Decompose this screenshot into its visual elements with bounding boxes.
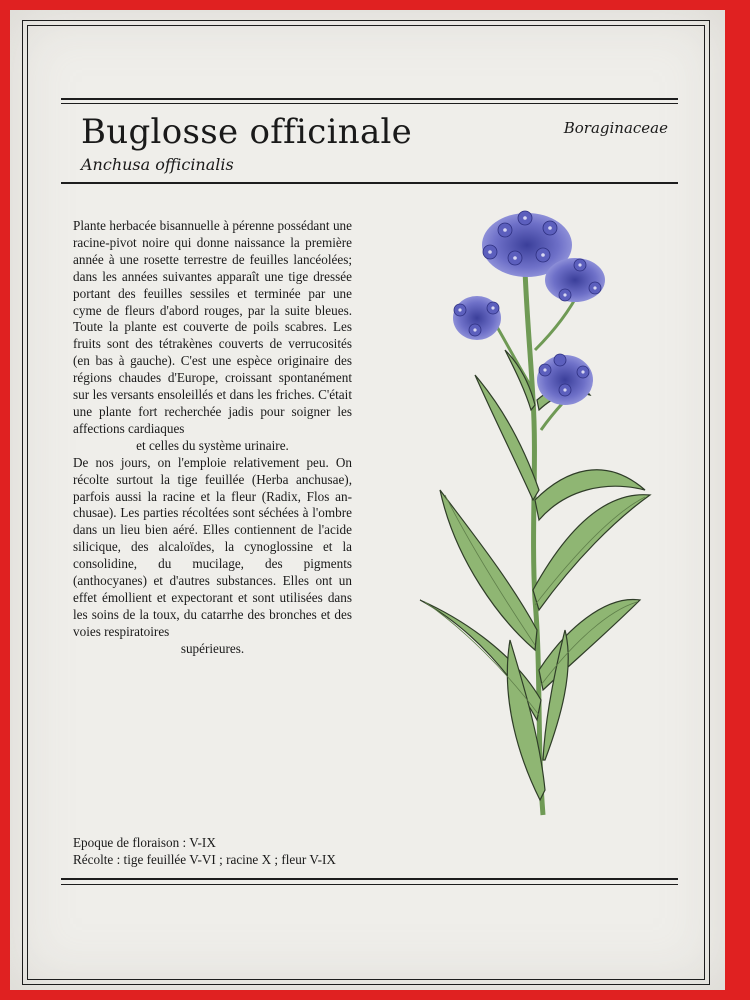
bottom-rule-1 [61,878,678,880]
description-paragraph-1-end: et celles du système urinaire. [136,437,289,453]
plant-family: Boraginaceae [563,119,668,137]
plant-title: Buglosse officinale [81,112,413,152]
harvest-info [73,834,336,868]
latin-name: Anchusa officinalis [81,155,234,174]
top-rule-1 [61,98,678,100]
description-paragraph-2: De nos jours, on l'emploie relativement peu. On récolte surtout la tige feuillée (Herba anchusae), parfois aussi la racine et la fleur (Radix, Flos anchusae). Les parties récoltées sont séchées à l'ombre dans un lieu bien aéré. Elles contiennent de l'acide silicique, des alcaloïdes, la cynoglossine et la consolidine, du mucilage, des pigments (anthocyanes) et d'autres substances. Elles ont un effet émollient et expectorant et sont utilisées dans les soins de la toux, du catarrhe des bronches et des voies respiratoires [73,454,352,639]
header-rule [61,182,678,184]
plant-illustration [415,200,665,830]
top-rule-2 [61,103,678,104]
bottom-rule-2 [61,884,678,885]
description-paragraph-2-end: supérieures. [180,640,245,656]
flowering-period: Epoque de floraison : V-IX [73,835,216,850]
description [73,218,352,658]
description-paragraph-1: Plante herbacée bisannuelle à pérenne possédant une racine-pivot noire qui donne naissance la première année à une rosette terrestre de feuilles lancéolées; dans les années suivantes apparaît une tige dressée portant des feuilles sessiles et terminée par une cyme de fleurs d'abord rouges, par la suite bleues. Toute la plante est couverte de poils scabres. Les fruits sont des tétrakènes couverts de verrucosités (en bas à gauche). C'est une espèce originaire des régions chaudes d'Europe, croissant spontanément sur les versants ensoleillés et dans les friches. C'était une plante fort recherchée jadis pour soigner les affections cardiaques [73,218,352,436]
harvest-period: Récolte : tige feuillée V-VI ; racine X ; fleur V-IX [73,852,336,867]
